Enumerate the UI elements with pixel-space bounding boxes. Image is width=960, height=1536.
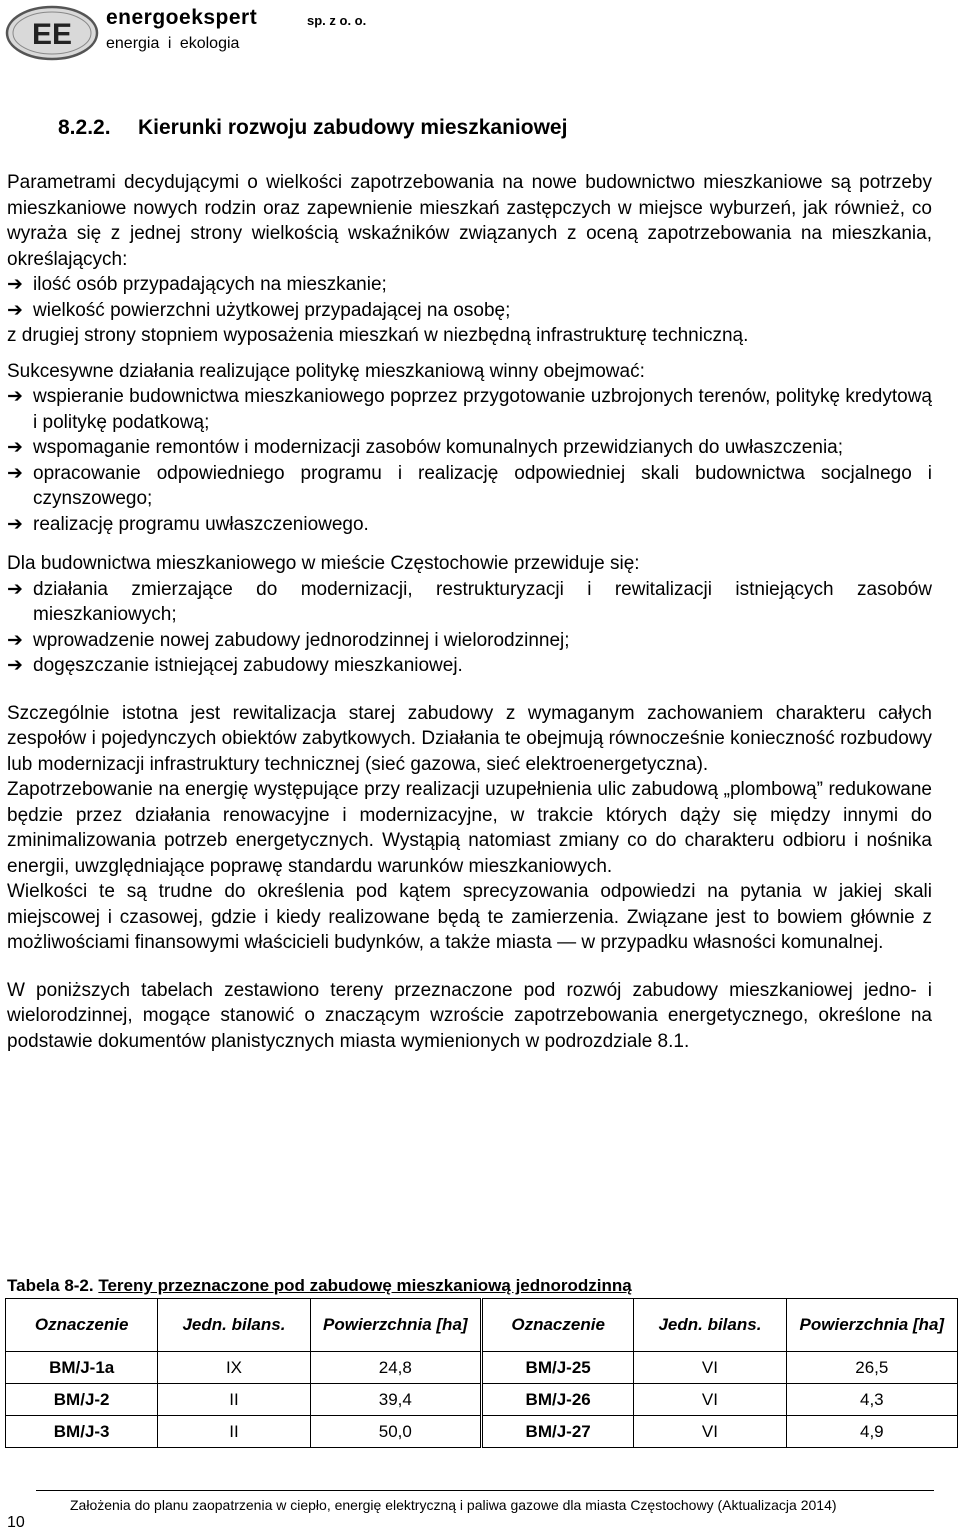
paragraph-2: Sukcesywne działania realizujące politykę mieszkaniową winny obejmować: xyxy=(7,360,645,382)
housing-areas-table xyxy=(5,1298,958,1448)
paragraph-7: W poniższych tabelach zestawiono tereny przeznaczone pod rozwój zabudowy mieszkaniowej jedno- i wielorodzinnej, mogące stanowić o znaczącym wzroście zapotrzebowania energetycznego, określone na podstawie dokumentów planistycznych miasta wymienionych w podrozdziale 8.1. xyxy=(7,979,932,1052)
arrow-bullet-icon: ➔ xyxy=(7,462,23,484)
bullet-list-3 xyxy=(7,577,932,679)
table-cell: 4,3 xyxy=(786,1384,957,1416)
list-item: ➔ wspomaganie remontów i modernizacji zasobów komunalnych przewidzianych do uwłaszczenia; xyxy=(7,435,932,461)
bullet-list-1 xyxy=(7,272,932,323)
table-cell: BM/J-3 xyxy=(6,1416,158,1448)
list-item: ➔ wielkość powierzchni użytkowej przypadającej na osobę; xyxy=(7,298,932,324)
table-cell: BM/J-2 xyxy=(6,1384,158,1416)
column-header: Powierzchnia [ha] xyxy=(310,1299,481,1352)
column-header: Powierzchnia [ha] xyxy=(786,1299,957,1352)
paragraph-1-continuation: z drugiej strony stopniem wyposażenia mieszkań w niezbędną infrastrukturę techniczną. xyxy=(7,325,749,346)
paragraph-5: Zapotrzebowanie na energię występujące przy realizacji uzupełnienia ulic zabudową „plombową” redukowane będzie przez działania renowacyjne i modernizacyjne, w trakcie których dąży się między innymi do zminimalizowania potrzeb energetycznych. Wystąpią natomiast zmiany co do charakteru odbioru i nośnika energii, uwzględniające poprawę standardu warunków mieszkaniowych. xyxy=(7,779,932,877)
brand-suffix: sp. z o. o. xyxy=(307,13,367,28)
body-text xyxy=(7,170,932,1054)
energoekspert-logo xyxy=(4,4,100,62)
arrow-bullet-icon: ➔ xyxy=(7,655,23,676)
list-item: ➔ wspieranie budownictwa mieszkaniowego poprzez przygotowanie uzbrojonych terenów, politykę kredytową i politykę podatkową; xyxy=(7,386,932,433)
footer-text: Założenia do planu zaopatrzenia w ciepło, energię elektryczną i paliwa gazowe dla miasta Częstochowy (Aktualizacja 2014) xyxy=(70,1497,837,1513)
brand-tagline: energia i ekologia xyxy=(106,35,240,52)
logo-text: EE xyxy=(31,18,73,51)
section-title: Kierunki rozwoju zabudowy mieszkaniowej xyxy=(138,116,568,139)
bullet-list-2 xyxy=(7,384,932,537)
table-row xyxy=(6,1416,958,1448)
table-cell: 39,4 xyxy=(310,1384,481,1416)
paragraph-1: Parametrami decydującymi o wielkości zapotrzebowania na nowe budownictwo mieszkaniowe są potrzeby mieszkaniowe nowych rodzin oraz zapewnienie mieszkań zastępczych w miejsce wyburzeń, jak również, co wyraża się z jednej strony wielkością wskaźników związanych z oceną zapotrzebowania na mieszkania, określających: xyxy=(7,172,932,270)
table-cell: VI xyxy=(634,1416,786,1448)
page-number: 10 xyxy=(7,1514,25,1531)
table-caption xyxy=(7,1276,632,1296)
list-item: ➔ dogęszczanie istniejącej zabudowy mieszkaniowej. xyxy=(7,653,932,679)
table-cell: II xyxy=(158,1416,310,1448)
paragraph-4: Szczególnie istotna jest rewitalizacja starej zabudowy z wymaganym zachowaniem charakteru całych zespołów i pojedynczych obiektów zabytkowych. Działania te obejmują równocześnie konieczność rozbudowy lub modernizacji infrastruktury technicznej (sieć gazowa, sieć elektroenergetyczna). xyxy=(7,702,932,775)
table-cell: BM/J-25 xyxy=(481,1352,633,1384)
arrow-bullet-icon: ➔ xyxy=(7,274,23,295)
table-cell: 4,9 xyxy=(786,1416,957,1448)
table-cell: IX xyxy=(158,1352,310,1384)
section-number: 8.2.2. xyxy=(58,116,111,139)
table-cell: BM/J-26 xyxy=(481,1384,633,1416)
section-heading xyxy=(58,116,567,140)
list-item: ➔ ilość osób przypadających na mieszkanie; xyxy=(7,272,932,298)
table-cell: BM/J-1a xyxy=(6,1352,158,1384)
paragraph-6: Wielkości te są trudne do określenia pod kątem sprecyzowania odpowiedzi na pytania w jakiej skali miejscowej i czasowej, gdzie i kiedy realizowane będą te zamierzenia. Związane jest to bowiem głównie z możliwościami finansowymi właścicieli budynków, a także miasta — w przypadku własności komunalnej. xyxy=(7,881,932,953)
table-header-row xyxy=(6,1299,958,1352)
table-cell: 26,5 xyxy=(786,1352,957,1384)
table-caption-prefix: Tabela 8-2. xyxy=(7,1276,94,1295)
list-item: ➔ opracowanie odpowiedniego programu i realizację odpowiedniej skali budownictwa socjalnego i czynszowego; xyxy=(7,462,932,509)
arrow-bullet-icon: ➔ xyxy=(7,629,23,651)
list-item: ➔ wprowadzenie nowej zabudowy jednorodzinnej i wielorodzinnej; xyxy=(7,628,932,654)
arrow-bullet-icon: ➔ xyxy=(7,299,23,321)
column-header: Oznaczenie xyxy=(481,1299,633,1352)
table-cell: VI xyxy=(634,1352,786,1384)
table-cell: 24,8 xyxy=(310,1352,481,1384)
arrow-bullet-icon: ➔ xyxy=(7,578,23,600)
table-row xyxy=(6,1384,958,1416)
arrow-bullet-icon: ➔ xyxy=(7,513,23,535)
column-header: Jedn. bilans. xyxy=(158,1299,310,1352)
brand-name: energoekspert xyxy=(106,6,258,29)
table-cell: VI xyxy=(634,1384,786,1416)
table-cell: II xyxy=(158,1384,310,1416)
arrow-bullet-icon: ➔ xyxy=(7,437,23,458)
paragraph-3: Dla budownictwa mieszkaniowego w mieście Częstochowie przewiduje się: xyxy=(7,553,640,574)
list-item: ➔ realizację programu uwłaszczeniowego. xyxy=(7,512,932,538)
arrow-bullet-icon: ➔ xyxy=(7,386,23,407)
list-item: ➔ działania zmierzające do modernizacji, restrukturyzacji i rewitalizacji istniejących zasobów mieszkaniowych; xyxy=(7,578,932,625)
column-header: Jedn. bilans. xyxy=(634,1299,786,1352)
table-cell: 50,0 xyxy=(310,1416,481,1448)
table-caption-title: Tereny przeznaczone pod zabudowę mieszkaniową jednorodzinną xyxy=(98,1276,632,1295)
table-cell: BM/J-27 xyxy=(481,1416,633,1448)
column-header: Oznaczenie xyxy=(6,1299,158,1352)
table-row xyxy=(6,1352,958,1384)
footer-divider xyxy=(36,1490,934,1491)
